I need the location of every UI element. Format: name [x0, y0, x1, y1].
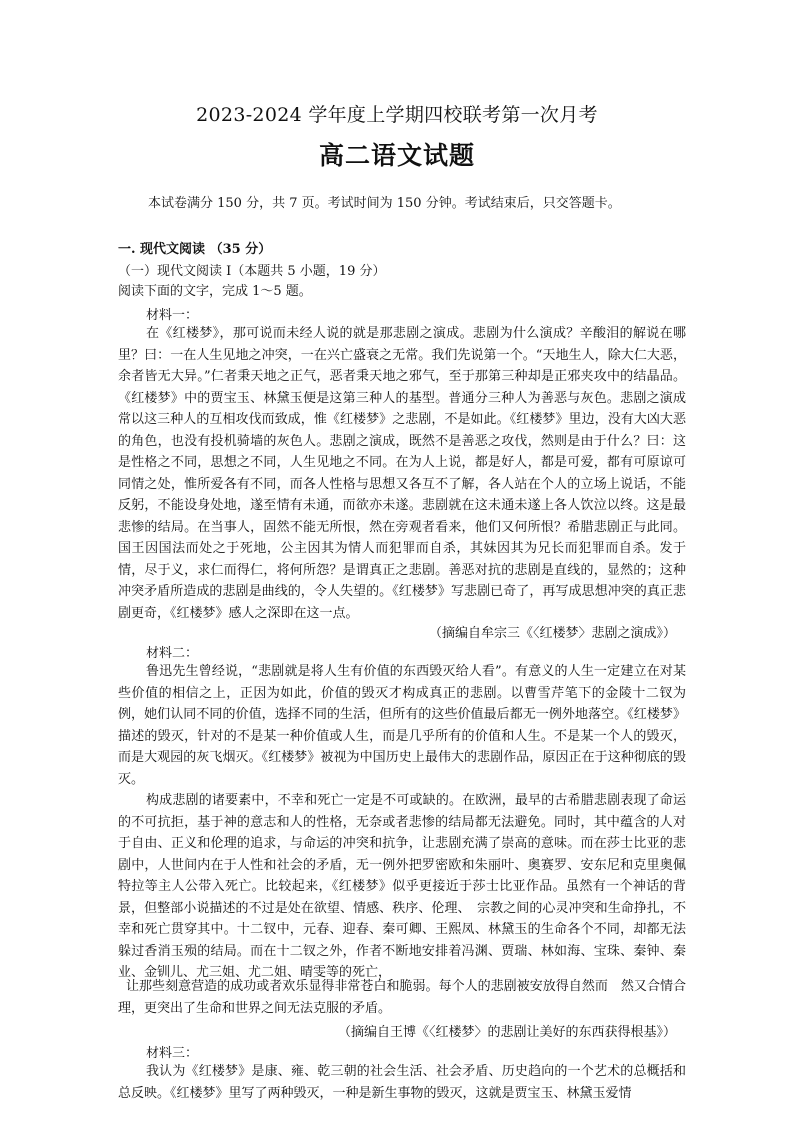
exam-instructions: 本试卷满分 150 分，共 7 页。考试时间为 150 分钟。考试结束后，只交答题卡。	[148, 196, 621, 211]
section-subheading: （一）现代文阅读 I（本题共 5 小题，19 分）	[118, 264, 386, 279]
material-2-paragraph-2: 构成悲剧的诸要素中，不幸和死亡一定是不可或缺的。在欧洲，最早的古希腊悲剧表现了命运的不可抗拒，基于神的意志和人的性格，无奈或者悲惨的结局都无法避免。同时，其中蕴含的人对于自由、正义和伦理的追求，与命运的冲突和抗争，让悲剧充满了崇高的意味。而在莎士比亚的悲剧中，人世间内在于人性和社会的矛盾，无一例外把罗密欧和朱丽叶、奥赛罗、安东尼和克里奥佩特拉等主人公带入死亡。比较起来，《红楼梦》似乎更接近于莎士比亚作品。虽然有一个神话的背景，但整部小说描述的不过是处在欲望、情感、秩序、伦理、 宗教之间的心灵冲突和生命挣扎，不幸和死亡贯穿其中。十二钗中，元春、迎春、秦可卿、王熙凤、林黛玉的生命各个不同，却都无法躲过香消玉殒的结局。而在十二钗之外，作者不断地安排着冯渊、贾瑞、林如海、宝珠、秦钟、秦业、金钏儿、尤三姐、尤二姐、晴雯等的死亡，	[118, 793, 686, 980]
material-2-label: 材料二：	[146, 646, 199, 661]
material-2-paragraph-1: 鲁迅先生曾经说，“悲剧就是将人生有价值的东西毁灭给人看”。有意义的人生一定建立在对某些价值的相信之上，正因为如此，价值的毁灭才构成真正的悲剧。以曹雪芹笔下的金陵十二钗为例，她们认同不同的价值，选择不同的生活，但所有的这些价值最后都无一例外地落空。《红楼梦》描述的毁灭，针对的不是某一种价值或人生，而是几乎所有的价值和人生。不是某一个人的毁灭，而是大观园的灰飞烟灭。《红楼梦》被视为中国历史上最伟大的悲剧作品，原因正在于这种彻底的毁灭。	[118, 664, 686, 787]
exam-title: 2023-2024 学年度上学期四校联考第一次月考	[196, 104, 598, 126]
material-1-label: 材料一：	[146, 308, 199, 323]
material-2-source: （摘编自王博《〈红楼梦〉的悲剧让美好的东西获得根基》）	[337, 1025, 676, 1040]
material-1-paragraph: 在《红楼梦》，那可说而未经人说的就是那悲剧之演成。悲剧为什么演成？辛酸泪的解说在哪里？曰：一在人生见地之冲突，一在兴亡盛衰之无常。我们先说第一个。“天地生人，除大仁大恶，余者皆无大异。”仁者秉天地之正气，恶者秉天地之邪气，至于那第三种却是正邪夹攻中的结晶品。《红楼梦》中的贾宝玉、林黛玉便是这第三种人的基型。普通分三种人为善恶与灰色。悲剧之演成常以这三种人的互相攻伐而致成，惟《红楼梦》之悲剧，不是如此。《红楼梦》里边，没有大凶大恶的角色，也没有投机骑墙的灰色人。悲剧之演成，既然不是善恶之攻伐，然则是由于什么？曰：这是性格之不同，思想之不同，人生见地之不同。在为人上说，都是好人，都是可爱，都有可原谅可同情之处，惟所爱各有不同，而各人性格与思想又各互不了解，各人站在个人的立场上说话，不能反躬，不能设身处地，遂至情有未通，而欲亦未遂。悲剧就在这未通未遂上各人饮泣以终。这是最悲惨的结局。在当事人，固然不能无所恨，然在旁观者看来，他们又何所恨？希腊悲剧正与此同。国王因国法而处之于死地，公主因其为情人而犯罪而自杀，其妹因其为兄长而犯罪而自杀。发于情，尽于义，求仁而得仁，将何所怨？是谓真正之悲剧。善恶对抗的悲剧是直线的，显然的；这种冲突矛盾所造成的悲剧是曲线的，令人失望的。《红楼梦》写悲剧已奇了，再写成思想冲突的真正悲剧更奇，《红楼梦》感人之深即在这一点。	[118, 326, 686, 621]
material-1-source: （摘编自牟宗三《〈红楼梦〉悲剧之演成》）	[428, 626, 676, 641]
exam-subtitle: 高二语文试题	[318, 141, 475, 170]
section-heading: 一. 现代文阅读 （35 分）	[118, 242, 272, 257]
read-prompt: 阅读下面的文字，完成 1～5 题。	[118, 284, 312, 299]
material-3-paragraph: 我认为《红楼梦》是康、雍、乾三朝的社会生活、社会矛盾、历史趋向的一个艺术的总概括和总反映。《红楼梦》里写了两种毁灭，一种是新生事物的毁灭，这就是贾宝玉、林黛玉爱情	[118, 1064, 686, 1101]
material-2-paragraph-3: 让那些刻意营造的成功或者欢乐显得非常苍白和脆弱。每个人的悲剧被安放得自然而 然又合情合理，更突出了生命和世界之间无法克服的矛盾。	[118, 979, 686, 1016]
material-3-label: 材料三：	[146, 1046, 199, 1061]
